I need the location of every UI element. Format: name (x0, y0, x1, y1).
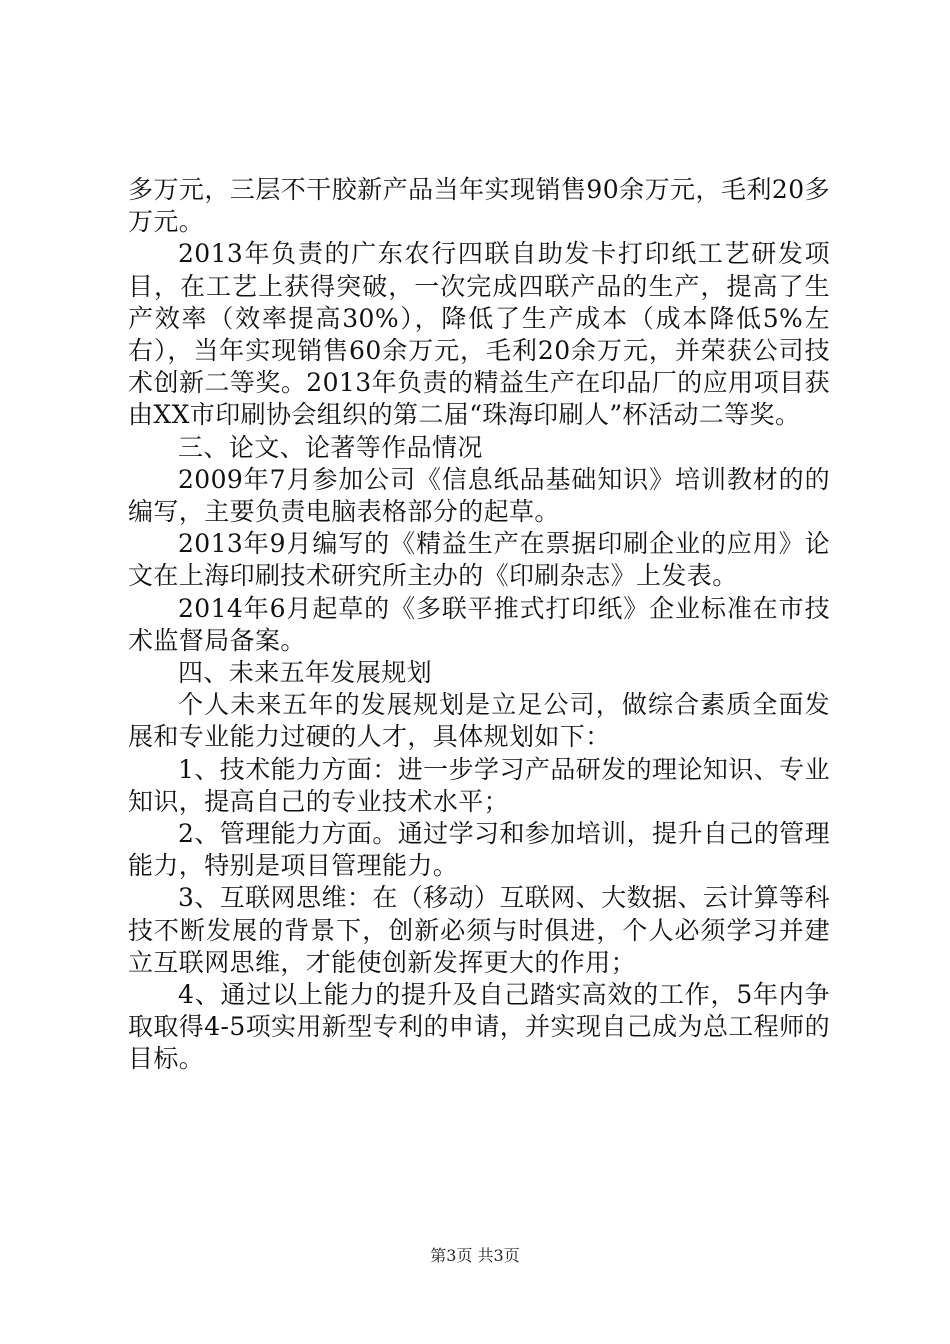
page-footer: 第3页 共3页 (430, 1246, 520, 1265)
list-item-3: 3、互联网思维：在（移动）互联网、大数据、云计算等科技不断发展的背景下，创新必须与时俱进，个人必须学习并建立互联网思维，才能使创新发挥更大的作用； (128, 883, 830, 977)
list-item-2: 2、管理能力方面。通过学习和参加培训，提升自己的管理能力，特别是项目管理能力。 (128, 819, 830, 881)
paragraph-2: 2013年负责的广东农行四联自助发卡打印纸工艺研发项目，在工艺上获得突破，一次完成四联产品的生产，提高了生产效率（效率提高30%），降低了生产成本（成本降低5%左右），当年实现销售60余万元，毛利20余万元，并荣获公司技术创新二等奖。2013年负责的精益生产在印品厂的应用项目获由XX市印刷协会组织的第二届“珠海印刷人”杯活动二等奖。 (128, 239, 830, 430)
section-heading-4: 四、未来五年发展规划 (178, 658, 433, 688)
paragraph-6: 2014年6月起草的《多联平推式打印纸》企业标准在市技术监督局备案。 (128, 593, 830, 655)
list-item-1: 1、技术能力方面：进一步学习产品研发的理论知识、专业知识，提高自己的专业技术水平； (128, 754, 830, 816)
paragraph-8: 个人未来五年的发展规划是立足公司，做综合素质全面发展和专业能力过硬的人才，具体规划如下： (128, 690, 830, 752)
paragraph-1: 多万元，三层不干胶新产品当年实现销售90余万元，毛利20多万元。 (128, 175, 830, 237)
list-item-4: 4、通过以上能力的提升及自己踏实高效的工作，5年内争取取得4-5项实用新型专利的申请，并实现自己成为总工程师的目标。 (128, 980, 830, 1074)
section-heading-3: 三、论文、论著等作品情况 (178, 432, 483, 462)
document-body (128, 174, 830, 1076)
paragraph-4: 2009年7月参加公司《信息纸品基础知识》培训教材的的编写，主要负责电脑表格部分的起草。 (128, 464, 830, 527)
paragraph-5: 2013年9月编写的《精益生产在票据印刷企业的应用》论文在上海印刷技术研究所主办的《印刷杂志》上发表。 (128, 529, 830, 591)
